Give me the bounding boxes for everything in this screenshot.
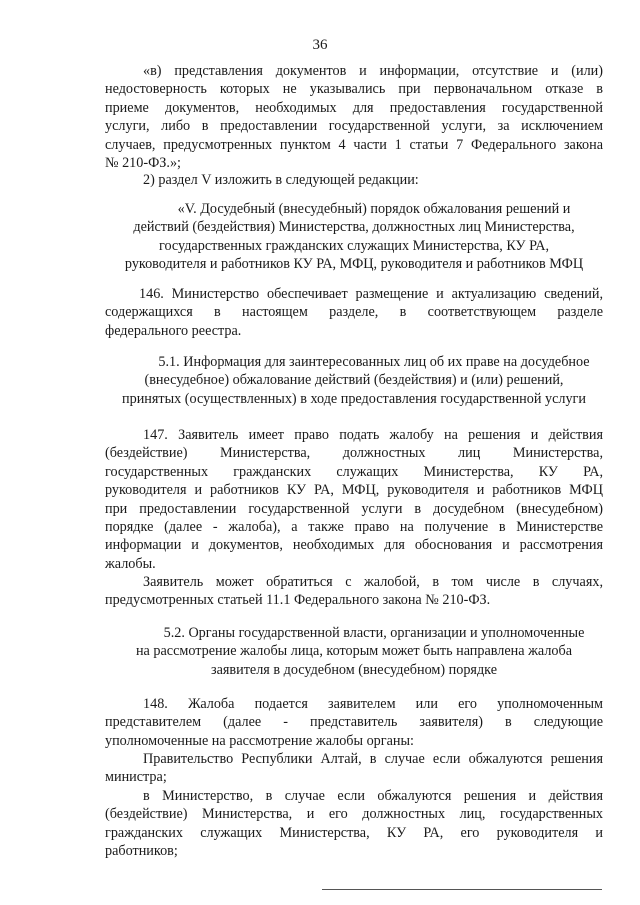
paragraph-v-clause: «в) представления документов и информации, отсутствие и (или) недостоверность которых не указывались при первоначальном отказе в приеме документов, необходимых для предоставления государственной услуги, либо в предоставлении государственной услуги, за исключением случаев, предусмотренных пунктом 4 части 1 статьи 7 Федерального закона № 210-ФЗ.»; [105, 63, 603, 172]
paragraph-148-government: Правительство Республики Алтай, в случае если обжалуются решения министра; [105, 751, 603, 786]
section-5-2-heading: 5.2. Органы государственной власти, организации и уполномоченные на рассмотрение жалобы лица, которым может быть направлена жалоба заявителя в досудебном (внесудебном) порядке [135, 625, 585, 678]
paragraph-147: 147. Заявитель имеет право подать жалобу на решения и действия (бездействие) Министерства, должностных лиц Министерства, государственных гражданских служащих Министерства, КУ РА, руководителя и работников КУ РА, МФЦ, руководителя и работников МФЦ при предоставлении государственной услуги в досудебном (внесудебном) порядке (далее - жалоба), а также право на получение в Министерстве информации и документов, необходимых для обоснования и рассмотрения жалобы. [105, 427, 603, 572]
page-number: 36 [312, 37, 328, 53]
footer-signature-line [322, 889, 602, 890]
paragraph-147-cases: Заявитель может обратиться с жалобой, в том числе в случаях, предусмотренных статьей 11.1 Федерального закона № 210-ФЗ. [105, 574, 603, 609]
paragraph-148: 148. Жалоба подается заявителем или его уполномоченным представителем (далее - представитель заявителя) в следующие уполномоченные на рассмотрение жалобы органы: [105, 696, 603, 749]
paragraph-section-v-intro: 2) раздел V изложить в следующей редакции: [143, 172, 419, 188]
section-5-1-heading: 5.1. Информация для заинтересованных лиц об их праве на досудебное (внесудебное) обжалование действий (бездействия) и (или) решений, принятых (осуществленных) в ходе предоставления государственной услуги [122, 354, 590, 407]
paragraph-148-ministry: в Министерство, в случае если обжалуются решения и действия (бездействие) Министерства, и его должностных лиц, государственных гражданских служащих Министерства, КУ РА, его руководителя и работников; [105, 788, 603, 860]
section-v-heading: «V. Досудебный (внесудебный) порядок обжалования решений и действий (бездействия) Министерства, должностных лиц Министерства, государственных гражданских служащих Министерства, КУ РА, руководителя и работников КУ РА, МФЦ, руководителя и работников МФЦ [124, 201, 584, 273]
paragraph-146: 146. Министерство обеспечивает размещение и актуализацию сведений, содержащихся в настоящем разделе, в соответствующем разделе федерального реестра. [105, 286, 603, 339]
